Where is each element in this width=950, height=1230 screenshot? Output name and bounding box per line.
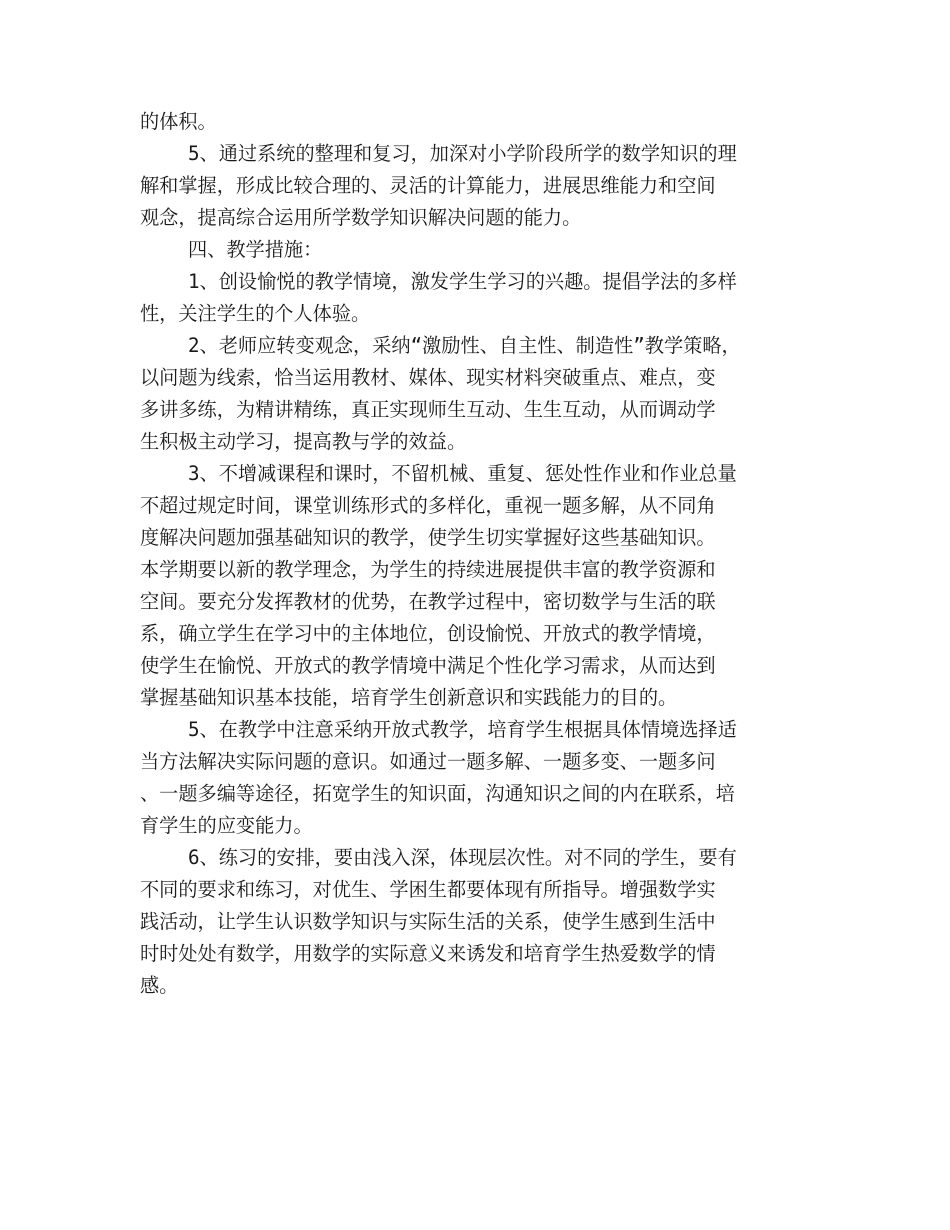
text-line: 1、创设愉悦的教学情境，激发学生学习的兴趣。提倡学法的多样 <box>188 270 737 293</box>
text-line: 四、教学措施： <box>188 238 323 261</box>
text-line: 践活动，让学生认识数学知识与实际生活的关系，使学生感到生活中 <box>140 910 716 933</box>
text-line: 时时处处有数学，用数学的实际意义来诱发和培育学生热爱数学的情 <box>140 942 716 965</box>
text-line: 3、不增减课程和课时，不留机械、重复、惩处性作业和作业总量 <box>188 462 737 485</box>
text-line: 掌握基础知识基本技能，培育学生创新意识和实践能力的目的。 <box>140 686 678 709</box>
text-line: 2、老师应转变观念，采纳“激励性、自主性、制造性”教学策略， <box>188 334 741 357</box>
text-line: 的体积。 <box>140 110 217 133</box>
text-line: 不超过规定时间，课堂训练形式的多样化，重视一题多解，从不同角 <box>140 494 716 517</box>
text-line: 系，确立学生在学习中的主体地位，创设愉悦、开放式的教学情境， <box>140 622 716 645</box>
text-line: 感。 <box>140 974 179 997</box>
text-line: 空间。要充分发挥教材的优势，在教学过程中，密切数学与生活的联 <box>140 590 716 613</box>
text-line: 、一题多编等途径，拓宽学生的知识面，沟通知识之间的内在联系，培 <box>140 782 735 805</box>
text-line: 育学生的应变能力。 <box>140 814 313 837</box>
text-line: 不同的要求和练习，对优生、学困生都要体现有所指导。增强数学实 <box>140 878 716 901</box>
text-line: 生积极主动学习，提高教与学的效益。 <box>140 430 467 453</box>
text-line: 当方法解决实际问题的意识。如通过一题多解、一题多变、一题多问 <box>140 750 716 773</box>
text-line: 5、通过系统的整理和复习，加深对小学阶段所学的数学知识的理 <box>188 142 737 165</box>
text-line: 解和掌握，形成比较合理的、灵活的计算能力，进展思维能力和空间 <box>140 174 716 197</box>
text-line: 6、练习的安排，要由浅入深，体现层次性。对不同的学生，要有 <box>188 846 737 869</box>
text-line: 以问题为线索，恰当运用教材、媒体、现实材料突破重点、难点，变 <box>140 366 716 389</box>
text-line: 本学期要以新的教学理念，为学生的持续进展提供丰富的教学资源和 <box>140 558 716 581</box>
document-body <box>140 106 810 1002</box>
text-line: 使学生在愉悦、开放式的教学情境中满足个性化学习需求，从而达到 <box>140 654 716 677</box>
text-line: 观念，提高综合运用所学数学知识解决问题的能力。 <box>140 206 582 229</box>
text-line: 多讲多练，为精讲精练，真正实现师生互动、生生互动，从而调动学 <box>140 398 716 421</box>
text-line: 5、在教学中注意采纳开放式教学，培育学生根据具体情境选择适 <box>188 718 737 741</box>
text-line: 度解决问题加强基础知识的教学，使学生切实掌握好这些基础知识。 <box>140 526 716 549</box>
text-line: 性，关注学生的个人体验。 <box>140 302 371 325</box>
